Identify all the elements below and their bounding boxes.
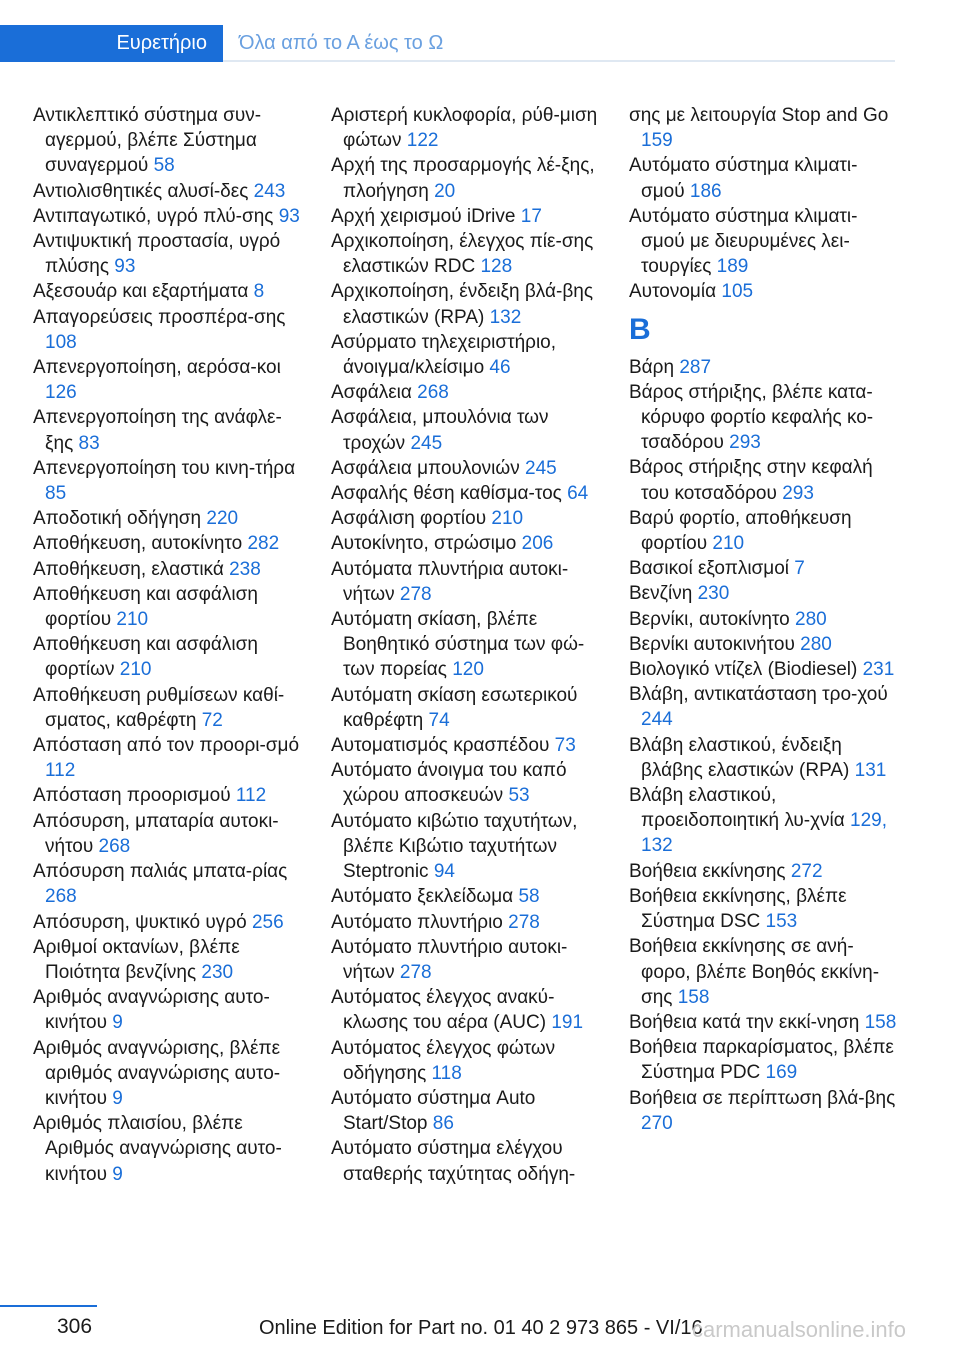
index-entry: [331, 809, 601, 885]
page-link[interactable]: 7: [794, 558, 805, 580]
index-term: Αντιψυκτική προστασία, υγρό πλύσης: [33, 231, 281, 278]
index-term: Αποδοτική οδήγηση: [33, 508, 202, 530]
index-entry: [33, 859, 303, 909]
index-term: Βασικοί εξοπλισμοί: [629, 558, 789, 580]
index-entry: [33, 103, 303, 179]
index-column-2: [331, 103, 601, 1187]
page-link[interactable]: 278: [399, 583, 432, 605]
index-entry: [629, 733, 899, 783]
index-entry: [629, 153, 899, 203]
index-term: Αυτονομία: [629, 281, 717, 303]
index-term: Αυτόματος έλεγχος φώτων οδήγησης: [331, 1037, 556, 1084]
index-entry: [331, 380, 601, 405]
page-link[interactable]: 93: [278, 205, 300, 227]
page-link[interactable]: 46: [489, 357, 511, 379]
page-link[interactable]: 280: [800, 633, 832, 655]
index-term: Βλάβη ελαστικού, προειδοποιητική λυ-χνία: [629, 785, 845, 832]
index-entry: [629, 1035, 899, 1085]
index-term: Αξεσουάρ και εξαρτήματα: [33, 281, 249, 303]
index-entry: [331, 279, 601, 329]
index-term: Αυτόματο ξεκλείδωμα: [331, 886, 514, 908]
index-term: Αρχή της προσαρμογής λέ-ξης, πλοήγηση: [331, 155, 595, 202]
index-term: Βερνίκι, αυτοκίνητο: [629, 608, 790, 630]
index-column-3: [629, 103, 899, 1136]
index-term: Αυτόματο σύστημα κλιματι-σμού: [629, 155, 858, 202]
index-entry: [33, 305, 303, 355]
page-link[interactable]: 293: [782, 482, 814, 504]
index-term: Αυτόματο σύστημα κλιματι-σμού με διευρυμένες λει-τουργίες: [629, 205, 858, 278]
index-term: Βλάβη, αντικατάσταση τρο-χού: [629, 684, 888, 706]
page-link[interactable]: 126: [45, 382, 77, 404]
index-entry: [331, 103, 601, 153]
index-term: Ασφάλιση φορτίου: [331, 508, 487, 530]
index-term: Απόσυρση, μπαταρία αυτοκι-νήτου: [33, 810, 279, 857]
index-entry: [33, 204, 303, 229]
index-term: Βλάβη ελαστικού, ένδειξη βλάβης ελαστικών (RPA): [629, 734, 850, 781]
index-entry: [33, 985, 303, 1035]
index-entry: [331, 405, 601, 455]
page-link[interactable]: 189: [716, 256, 749, 278]
index-term: Αντιολισθητικές αλυσί-δες: [33, 180, 249, 202]
index-entry: [33, 910, 303, 935]
index-term: Βοήθεια κατά την εκκί-νηση: [629, 1011, 860, 1033]
index-entry: [629, 103, 899, 153]
page-link[interactable]: 74: [428, 709, 450, 731]
footer-divider: [0, 1305, 97, 1307]
index-entry: [33, 179, 303, 204]
page-link[interactable]: 53: [508, 785, 530, 807]
page-link[interactable]: 17: [520, 205, 542, 227]
index-entry: [629, 581, 899, 606]
index-term: Αυτοκίνητο, στρώσιμο: [331, 533, 517, 555]
page-link[interactable]: 268: [417, 382, 449, 404]
header-divider: [223, 60, 895, 62]
index-entry: [33, 1036, 303, 1112]
index-entry: [331, 330, 601, 380]
page-link[interactable]: 105: [721, 281, 754, 303]
page-link[interactable]: 270: [641, 1112, 673, 1134]
page-link[interactable]: 58: [518, 886, 540, 908]
index-entry: [331, 1036, 601, 1086]
index-term: Απαγορεύσεις προσπέρα-σης: [33, 306, 286, 328]
index-term: Αρχικοποίηση, έλεγχος πίε-σης ελαστικών RDC: [331, 231, 594, 278]
index-term: Αυτόματο πλυντήριο: [331, 911, 503, 933]
index-entry: [331, 935, 601, 985]
index-term: Αποθήκευση ρυθμίσεων καθί-σματος, καθρέφτη: [33, 684, 285, 731]
index-term: Αντιπαγωτικό, υγρό πλύ-σης: [33, 205, 274, 227]
index-term: Απενεργοποίηση του κινη-τήρα: [33, 457, 296, 479]
index-entry: [629, 859, 899, 884]
index-entry: [331, 506, 601, 531]
index-entry: [629, 607, 899, 632]
tab-index[interactable]: Ευρετήριο: [0, 25, 223, 62]
index-entry: [629, 455, 899, 505]
page-link[interactable]: 129, 132: [641, 810, 888, 857]
index-term: Αυτόματο πλυντήριο αυτοκι-νήτων: [331, 936, 568, 983]
page-link[interactable]: 128: [480, 256, 513, 278]
index-entry: [33, 935, 303, 985]
page-link[interactable]: 9: [112, 1012, 123, 1034]
index-term: Απόσταση προορισμού: [33, 785, 231, 807]
page-link[interactable]: 86: [432, 1113, 454, 1135]
index-entry: [331, 1136, 601, 1186]
page-link[interactable]: 245: [525, 457, 557, 479]
index-term: Βιολογικό ντίζελ (Biodiesel): [629, 659, 858, 681]
index-entry: [331, 456, 601, 481]
index-entry: [331, 229, 601, 279]
index-term: Ασφάλεια μπουλονιών: [331, 457, 520, 479]
page-link[interactable]: 186: [689, 180, 722, 202]
index-term: Αριστερή κυκλοφορία, ρύθ-μιση φώτων: [331, 105, 598, 152]
page-link[interactable]: 293: [729, 432, 761, 454]
index-term: σης με λειτουργία Stop and Go: [629, 105, 889, 126]
index-term: Αριθμοί οκτανίων, βλέπε Ποιότητα βενζίνης: [33, 936, 240, 983]
index-entry: [33, 557, 303, 582]
page-link[interactable]: 94: [433, 861, 455, 883]
page-link[interactable]: 108: [45, 331, 77, 353]
index-term: Αυτόματος έλεγχος ανακύ-κλωσης του αέρα (AUC): [331, 987, 555, 1034]
index-term: Αυτόματο κιβώτιο ταχυτήτων, βλέπε Κιβώτιο ταχυτήτων Steptronic: [331, 810, 578, 883]
page-link[interactable]: 206: [521, 533, 554, 555]
index-term: Αριθμός πλαισίου, βλέπε Αριθμός αναγνώρισης αυτο-κινήτου: [33, 1113, 282, 1185]
index-entry: [331, 758, 601, 808]
page-link[interactable]: 282: [247, 533, 280, 555]
index-entry: [331, 153, 601, 203]
page-link[interactable]: 231: [862, 659, 895, 681]
page-link[interactable]: 268: [45, 886, 77, 908]
index-term: Βερνίκι αυτοκινήτου: [629, 633, 795, 655]
index-term: Αντικλεπτικό σύστημα συν-αγερμού, βλέπε Σύστημα συναγερμού: [33, 105, 262, 177]
index-entry: [33, 229, 303, 279]
page-link[interactable]: 210: [119, 659, 152, 681]
index-term: Βοήθεια εκκίνησης: [629, 860, 786, 882]
index-entry: [33, 809, 303, 859]
page-link[interactable]: 153: [765, 911, 798, 933]
index-term: Αποθήκευση και ασφάλιση φορτίου: [33, 583, 258, 631]
page-link[interactable]: 256: [251, 911, 284, 933]
page-link[interactable]: 243: [253, 180, 286, 202]
index-entry: [629, 682, 899, 732]
page-link[interactable]: 158: [677, 986, 710, 1008]
page-link[interactable]: 278: [399, 961, 432, 983]
index-entry: [629, 380, 899, 456]
page-link[interactable]: 64: [567, 483, 589, 505]
page-link[interactable]: 287: [679, 356, 712, 378]
page-link[interactable]: 9: [112, 1163, 123, 1185]
page-link[interactable]: 280: [795, 608, 827, 630]
index-entry: [629, 355, 899, 380]
page-number: 306: [57, 1315, 93, 1338]
index-entry: [629, 934, 899, 1010]
page-link[interactable]: 278: [508, 911, 540, 933]
index-entry: [331, 204, 601, 229]
index-entry: [331, 985, 601, 1035]
index-entry: [629, 279, 899, 304]
index-term: Αποθήκευση, ελαστικά: [33, 558, 224, 580]
section-letter: B: [629, 312, 651, 346]
page-link[interactable]: 85: [45, 483, 67, 505]
page-link[interactable]: 72: [201, 709, 223, 731]
page-link[interactable]: 238: [229, 558, 261, 580]
index-entry: [331, 557, 601, 607]
index-term: Αυτόματο σύστημα Auto Start/Stop: [331, 1087, 536, 1135]
index-term: Αριθμός αναγνώρισης αυτο-κινήτου: [33, 987, 270, 1034]
index-term: Απόσυρση, ψυκτικό υγρό: [33, 911, 247, 933]
page-link[interactable]: 73: [554, 735, 576, 757]
index-entry: [331, 531, 601, 556]
index-entry: [33, 279, 303, 304]
page-link[interactable]: 120: [452, 659, 484, 681]
index-term: Βοήθεια σε περίπτωση βλά-βης: [629, 1087, 896, 1109]
page-link[interactable]: 83: [78, 432, 100, 454]
index-entry: [629, 884, 899, 934]
index-entry: [331, 733, 601, 758]
page-link[interactable]: 272: [790, 860, 823, 882]
page-link[interactable]: 20: [434, 180, 456, 202]
page-link[interactable]: 244: [641, 709, 673, 731]
index-term: Απενεργοποίηση, αερόσα-κοι: [33, 357, 281, 379]
index-term: Ασφάλεια, μπουλόνια των τροχών: [331, 407, 549, 454]
index-entry: [629, 1010, 899, 1035]
watermark: carmanualsonline.info: [692, 1317, 907, 1342]
index-term: Αυτόματο άνοιγμα του καπό χώρου αποσκευών: [331, 760, 567, 807]
index-term: Αριθμός αναγνώρισης, βλέπε αριθμός αναγνώρισης αυτο-κινήτου: [33, 1037, 281, 1109]
edition-text: Online Edition for Part no. 01 40 2 973 865 - VI/16: [259, 1317, 703, 1339]
index-term: Αυτόματα πλυντήρια αυτοκι-νήτων: [331, 558, 569, 605]
index-term: Απενεργοποίηση της ανάφλε-ξης: [33, 407, 282, 454]
page-link[interactable]: 230: [201, 961, 234, 983]
page-link[interactable]: 8: [253, 281, 265, 303]
index-entry: [33, 1111, 303, 1187]
page-link[interactable]: 210: [116, 609, 149, 631]
index-entry: [629, 204, 899, 280]
index-term: Ασφαλής θέση καθίσμα-τος: [331, 483, 562, 505]
index-entry: [331, 481, 601, 506]
index-entry: [33, 632, 303, 682]
index-entry: [331, 884, 601, 909]
page-link[interactable]: 132: [489, 306, 522, 328]
index-entry: [629, 556, 899, 581]
index-term: Βοήθεια εκκίνησης σε ανή-φορο, βλέπε Βοηθός εκκίνη-σης: [629, 936, 880, 1008]
index-term: Απόσταση από τον προορι-σμό: [33, 735, 300, 757]
index-term: Αποθήκευση και ασφάλιση φορτίων: [33, 634, 258, 681]
page-link[interactable]: 93: [114, 256, 136, 278]
page-link[interactable]: 169: [765, 1062, 798, 1084]
index-term: Ασφάλεια: [331, 382, 412, 404]
index-entry: [629, 783, 899, 859]
index-entry: [629, 632, 899, 657]
page-link[interactable]: 191: [551, 1012, 584, 1034]
page-link[interactable]: 220: [206, 508, 239, 530]
index-term: Βάρη: [629, 356, 675, 378]
index-entry: [33, 355, 303, 405]
index-entry: [33, 733, 303, 783]
page-link[interactable]: 268: [98, 835, 131, 857]
index-term: Αυτόματο σύστημα ελέγχου σταθερής ταχύτητας οδήγη-: [331, 1138, 576, 1185]
index-entry: [33, 531, 303, 556]
index-entry: [33, 683, 303, 733]
page-link[interactable]: 230: [697, 583, 730, 605]
index-entry: [331, 910, 601, 935]
index-entry: [33, 405, 303, 455]
index-entry: [629, 506, 899, 556]
index-term: Βαρύ φορτίο, αποθήκευση φορτίου: [629, 507, 852, 555]
index-term: Βάρος στήριξης στην κεφαλή του κοτσαδόρου: [629, 457, 873, 504]
page-link[interactable]: 210: [712, 533, 745, 555]
index-term: Απόσυρση παλιάς μπατα-ρίας: [33, 861, 288, 883]
index-term: Βενζίνη: [629, 583, 693, 605]
index-entry: [331, 683, 601, 733]
index-entry: [33, 456, 303, 506]
page-link[interactable]: 210: [491, 508, 524, 530]
page-link[interactable]: 245: [410, 432, 443, 454]
index-entry: [629, 657, 899, 682]
index-term: Βοήθεια παρκαρίσματος, βλέπε Σύστημα PDC: [629, 1037, 894, 1084]
index-entry: [331, 1086, 601, 1136]
page-link[interactable]: 112: [235, 785, 267, 807]
page-link[interactable]: 131: [854, 759, 887, 781]
page-link[interactable]: 118: [431, 1062, 462, 1084]
index-term: Βοήθεια εκκίνησης, βλέπε Σύστημα DSC: [629, 885, 847, 933]
page-link[interactable]: 9: [112, 1087, 123, 1109]
page-link[interactable]: 112: [45, 760, 76, 782]
index-term: Αρχή χειρισμού iDrive: [331, 205, 516, 227]
page-link[interactable]: 122: [406, 130, 439, 152]
index-entry: [331, 607, 601, 683]
index-entry: [629, 1086, 899, 1136]
page-header: [0, 25, 895, 62]
index-entry: [33, 582, 303, 632]
index-entry: [33, 506, 303, 531]
index-term: Αυτοματισμός κρασπέδου: [331, 735, 550, 757]
tab-a-to-z[interactable]: Όλα από το Α έως το Ω: [239, 32, 444, 54]
index-entry: [33, 783, 303, 808]
index-term: Αρχικοποίηση, ένδειξη βλά-βης ελαστικών (RPA): [331, 281, 593, 328]
page-link[interactable]: 158: [864, 1011, 897, 1033]
index-column-1: [33, 103, 303, 1187]
index-term: Αποθήκευση, αυτοκίνητο: [33, 533, 243, 555]
index-term: Αυτόματη σκίαση εσωτερικού καθρέφτη: [331, 684, 578, 731]
index-term: Αυτόματη σκίαση, βλέπε Βοηθητικό σύστημα των φώ-των πορείας: [331, 609, 585, 681]
page-link[interactable]: 58: [153, 155, 175, 177]
index-term: Ασύρματο τηλεχειριστήριο, άνοιγμα/κλείσιμο: [331, 331, 557, 379]
page-link[interactable]: 159: [641, 130, 673, 152]
index-term: Βάρος στήριξης, βλέπε κατα-κόρυφο φορτίο κεφαλής κο-τσαδόρου: [629, 381, 874, 454]
